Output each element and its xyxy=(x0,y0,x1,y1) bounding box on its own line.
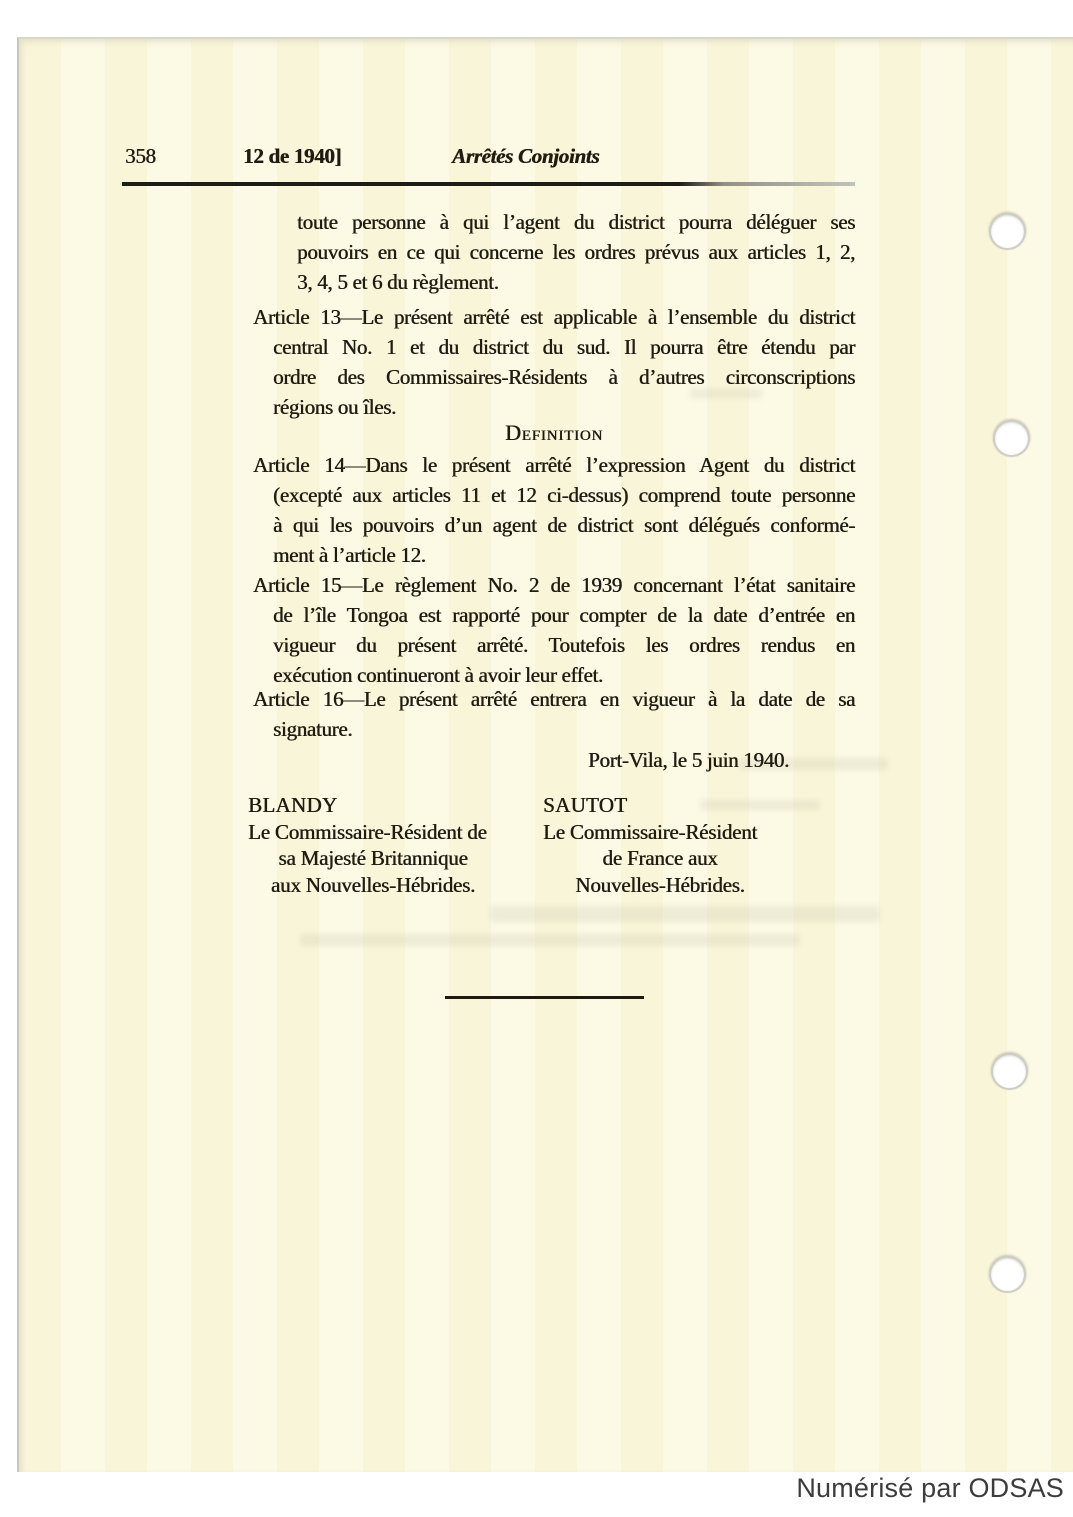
text-line: de l’île Tongoa est rapporté pour compter de la date d’entrée en xyxy=(273,603,855,627)
text-line: aux Nouvelles-Hébrides. xyxy=(270,872,476,897)
text-line: pouvoirs en ce qui concerne les ordres prévus aux articles 1, 2, xyxy=(297,240,855,264)
text-line: Nouvelles-Hébrides. xyxy=(575,872,745,897)
scan-credit: Numérisé par ODSAS xyxy=(796,1473,1064,1503)
text-line: exécution continueront à avoir leur effet. xyxy=(273,663,603,687)
article-13-paragraph xyxy=(253,302,855,422)
punch-hole-4 xyxy=(989,1256,1026,1293)
scan-smudge xyxy=(300,934,800,946)
signature-left xyxy=(248,792,498,898)
closing-rule xyxy=(445,996,644,999)
scan-smudge xyxy=(490,906,880,922)
page-number: 358 xyxy=(125,144,156,168)
text-line: Article 15—Le règlement No. 2 de 1939 concernant l’état sanitaire xyxy=(253,573,855,597)
article-15-paragraph xyxy=(253,570,855,690)
text-line: régions ou îles. xyxy=(273,395,396,419)
definition-heading: Definition xyxy=(504,420,604,445)
text-line: ordre des Commissaires-Résidents à d’autres circonscriptions xyxy=(273,365,855,389)
text-line: Le Commissaire-Résident xyxy=(543,819,758,844)
text-line: ment à l’article 12. xyxy=(273,543,426,567)
signature-right xyxy=(543,792,777,898)
text-line: Article 13—Le présent arrêté est applicable à l’ensemble du district xyxy=(253,305,855,329)
date-line: Port-Vila, le 5 juin 1940. xyxy=(588,748,789,772)
text-line: de France aux xyxy=(602,846,718,870)
punch-hole-2 xyxy=(993,420,1030,457)
text-line: signature. xyxy=(273,717,353,741)
paragraph-continuation xyxy=(297,207,855,297)
text-line: Article 14—Dans le présent arrêté l’expression Agent du district xyxy=(253,453,855,477)
text-line: (excepté aux articles 11 et 12 ci-dessus) comprend toute personne xyxy=(273,483,855,507)
text-line: sa Majesté Britannique xyxy=(278,846,468,870)
header-rule xyxy=(122,182,855,186)
article-14-paragraph xyxy=(253,450,855,570)
article-16-paragraph xyxy=(253,684,855,744)
running-title: Arrêtés Conjoints xyxy=(452,144,600,168)
signatory-name-right: SAUTOT xyxy=(543,793,628,817)
punch-hole-1 xyxy=(989,213,1026,250)
text-line: 3, 4, 5 et 6 du règlement. xyxy=(297,270,499,294)
punch-hole-3 xyxy=(991,1053,1028,1090)
signatory-name-left: BLANDY xyxy=(248,793,338,817)
issue-reference: 12 de 1940] xyxy=(243,144,342,168)
text-line: vigueur du présent arrêté. Toutefois les ordres rendus en xyxy=(273,633,855,657)
text-line: à qui les pouvoirs d’un agent de district sont délégués conformé- xyxy=(273,513,855,537)
signatory-title-left xyxy=(248,819,498,899)
text-line: Article 16—Le présent arrêté entrera en vigueur à la date de sa xyxy=(253,687,855,711)
text-line: central No. 1 et du district du sud. Il pourra être étendu par xyxy=(273,335,855,359)
text-line: toute personne à qui l’agent du district pourra déléguer ses xyxy=(297,210,855,234)
signatory-title-right xyxy=(543,819,777,899)
text-line: Le Commissaire-Résident de xyxy=(248,819,487,844)
